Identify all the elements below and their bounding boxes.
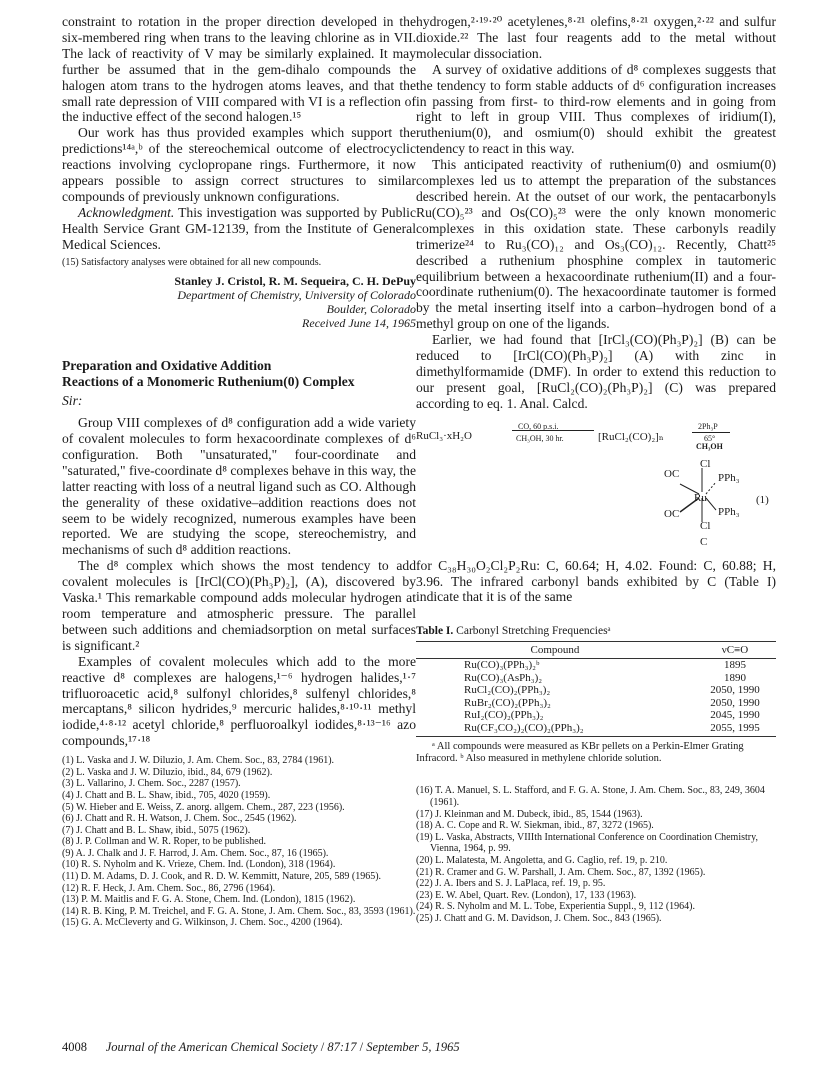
left-column [62,14,416,929]
signature [62,274,416,330]
table-caption [416,625,776,637]
compound-label: C [700,535,708,548]
reference: (6) J. Chatt and R. H. Watson, J. Chem. Soc., 2545 (1962). [62,813,297,825]
ligand-pph3-top: PPh₃ [718,471,740,484]
reference: (18) A. C. Cope and R. W. Siekman, ibid., 87, 3272 (1965). [416,820,654,832]
reference-list [416,785,776,924]
right-column [416,14,776,925]
condition-2-bottom: CH₃OH [696,441,723,451]
atom-oc-top: OC [664,467,680,480]
acknowledgment [62,205,416,253]
cell-compound: Ru(CF₃CO₂)₂(CO)₂(PPh₃)₂ [416,722,694,737]
cell-compound: Ru(CO)₃(AsPh₃)₂ [464,671,543,684]
arrow-1 [512,430,594,431]
condition-1-bottom: CH₃OH, 30 hr. [516,433,564,443]
table-label: Table I. [416,625,454,638]
separator: / [317,1040,328,1054]
paragraph: Examples of covalent molecules which add to the more reactive d⁸ complexes are halogens,¹⁻⁶ hydrogen halides,¹·⁷ trifluoroacetic acid,⁸ sulfonyl chlorides,⁸ sulfenyl chlorides,⁸ mercaptans,⁸ silicon hydrides,⁹ mercuric halides,⁸·¹⁰·¹¹ methyl iodide,⁴·⁸·¹² acetyl chloride,⁸ perfluoroalkyl iodides,⁸·¹³⁻¹⁶ azo compounds,¹⁷·¹⁸ [62,653,416,749]
table-row [416,684,776,697]
salutation: Sir: [62,393,83,409]
atom-cl-bottom: Cl [700,519,711,532]
cell-compound: RuCl₂(CO)₂(PPh₃)₂ [464,684,551,697]
reference: (4) J. Chatt and B. L. Shaw, ibid., 705, 4020 (1959). [62,789,271,801]
table-row [416,672,776,685]
reference: (16) T. A. Manuel, S. L. Stafford, and F. G. A. Stone, J. Am. Chem. Soc., 83, 249, 3604 (1961). [416,785,765,808]
paragraph: A survey of oxidative additions of d⁸ complexes suggests that the tendency to form stable adducts of d⁶ configuration increases in passing from first- to third-row elements and in going from right to left in group VIII. Thus complexes of iridium(I), ruthenium(0), and osmium(0) should exhibit the greatest tendency to react in this way. [416,61,776,157]
table-row [416,697,776,710]
ack-text: This investigation was supported by Public Health Service Grant GM-12139, from the Institute of General Medical Sciences. [62,204,416,252]
reference: (14) R. B. King, P. M. Treichel, and F. G. A. Stone, J. Am. Chem. Soc., 83, 3593 (1961). [62,905,416,917]
reference: (7) J. Chatt and B. L. Shaw, ibid., 5075 (1962). [62,824,251,836]
reference: (19) L. Vaska, Abstracts, VIIIth International Conference on Coordination Chemistry, Vienna, 1964, p. 99. [416,831,758,855]
table-footnote: ᵃ All compounds were measured as KBr pellets on a Perkin-Elmer Grating Infracord. ᵇ Also measured in methylene chloride solution. [416,741,744,765]
received-date: Received June 14, 1965 [302,316,416,331]
reference: (23) E. W. Abel, Quart. Rev. (London), 17, 133 (1963). [416,889,637,901]
reference: (22) J. A. Ibers and S. J. LaPlaca, ref. 19, p. 95. [416,878,606,890]
reference: (12) R. F. Heck, J. Am. Chem. Soc., 86, 2796 (1964). [62,882,276,894]
paragraph: hydrogen,²·¹⁹·²⁰ acetylenes,⁸·²¹ olefins,⁸·²¹ oxygen,²·²² and sulfur dioxide.²² The last four reagents add to the metal without molecular dissociation. [416,14,776,61]
reference: (21) R. Cramer and G. W. Parshall, J. Am. Chem. Soc., 87, 1392 (1965). [416,866,706,878]
paragraph: The d⁸ complex which shows the most tendency to add covalent molecules is [IrCl(CO)(Ph₃P)₂], (A), discovered by Vaska.¹ This remarkable compound adds molecular hydrogen at room temperature and atmospheric pressure. The parallel between such additions and chemiadsorption on metal surfaces is significant.² [62,558,416,653]
journal-name: Journal of the American Chemical Society [105,1040,318,1054]
cell-frequency: 2050, 1990 [710,684,760,697]
atom-ru: Ru [694,491,707,504]
table-row [416,722,776,737]
paragraph: Group VIII complexes of d⁸ configuration add a wide variety of covalent molecules to form hexacoordinate complexes of d⁶ configuration. Both "unsaturated," four-coordinate and "saturated," five-coordinate d⁸ complexes behave in this way, the latter reacting with loss of a neutral ligand such as CO. Although the generality of these oxidative–addition reactions does not seem to be widely recognized, numerous examples have been reported. We are studying the scope, stereochemistry, and mechanisms of such d⁸ addition reactions. [62,415,416,558]
article-title [62,358,416,389]
carbonyl-table [416,641,776,737]
authors: Stanley J. Cristol, R. M. Sequeira, C. H. DePuy [174,274,416,289]
page-footer [62,1040,460,1055]
paragraph: Earlier, we had found that [IrCl₃(CO)(Ph₃P)₂] (B) can be reduced to [IrCl(CO)(Ph₃P)₂] (A) with zinc in dimethylformamide (DMF). In order to extend this reduction to our present goal, [RuCl₂(CO)₂(Ph₃P)₂] (C) was prepared according to eq. 1. Anal. Calcd. [416,332,776,411]
affiliation-city: Boulder, Colorado [326,302,416,317]
page-number: 4008 [62,1040,87,1054]
cell-frequency: 2050, 1990 [710,696,760,709]
table-row [416,659,776,672]
atom-cl-top: Cl [700,457,711,470]
reaction-scheme [416,422,776,552]
condition-1-top: CO, 60 p.s.i. [518,421,559,431]
reference: (9) A. J. Chalk and J. F. Harrod, J. Am. Chem. Soc., 87, 16 (1965). [62,847,329,859]
condition-2-mid: 65° [704,433,716,443]
title-line-1: Preparation and Oxidative Addition [62,358,272,374]
title-line-2: Reactions of a Monomeric Ruthenium(0) Complex [62,373,355,389]
reference: (20) L. Malatesta, M. Angoletta, and G. Caglio, ref. 19, p. 210. [416,854,668,866]
table-title: Carbonyl Stretching Frequenciesᵃ [453,625,611,638]
reference: (15) G. A. McCleverty and G. Wilkinson, J. Chem. Soc., 4200 (1964). [62,917,343,929]
atom-oc-bottom: OC [664,507,680,520]
paragraph: Our work has thus provided examples which support the predictions¹⁴ᵃ,ᵇ of the stereochemical outcome of electrocyclic reactions involving cyclopropane rings. Furthermore, it now appears possible to assign correct structures to similar compounds of previously unknown configurations. [62,125,416,204]
ack-label: Acknowledgment. [78,204,175,220]
reference: (13) P. M. Maitlis and F. G. A. Stone, Chem. Ind. (London), 1815 (1962). [62,894,356,906]
reference: (8) J. P. Collman and W. R. Roper, to be published. [62,836,267,848]
affiliation: Department of Chemistry, University of Colorado [177,288,416,303]
reference: (11) D. M. Adams, D. J. Cook, and R. D. W. Kemmitt, Nature, 205, 589 (1965). [62,871,382,883]
equation-number: (1) [756,493,769,506]
reference: (25) J. Chatt and G. M. Davidson, J. Chem. Soc., 843 (1965). [416,912,662,924]
col-header-frequency: νC≡O [694,642,776,659]
issue: 87:17 [327,1040,357,1054]
cell-compound: RuBr₂(CO)₂(PPh₃)₂ [464,696,551,709]
cell-compound: Ru(CO)₃(PPh₃)₂ᵇ [464,659,540,672]
reference: (1) L. Vaska and J. W. Diluzio, J. Am. Chem. Soc., 83, 2784 (1961). [62,755,335,767]
cell-frequency: 2045, 1990 [710,709,760,722]
reactant: RuCl₃·xH₂O [416,429,472,442]
cell-compound: RuI₂(CO)₂(PPh₃)₂ [464,709,544,722]
separator: / [356,1040,367,1054]
paragraph: for C₃₈H₃₀O₂Cl₂P₂Ru: C, 60.64; H, 4.02. Found: C, 60.88; H, 3.96. The infrared carbonyl bands exhibited by C (Table I) indicate that it is of the same [416,557,776,605]
ligand-pph3-bottom: PPh₃ [718,505,740,518]
table-row [416,709,776,722]
intermediate: [RuCl₂(CO)₂]ₙ [598,430,664,443]
reference: (5) W. Hieber and E. Weiss, Z. anorg. allgem. Chem., 287, 223 (1956). [62,801,345,813]
cell-frequency: 2055, 1995 [694,722,776,737]
reference: (2) L. Vaska and J. W. Diluzio, ibid., 84, 679 (1962). [62,766,273,778]
issue-date: September 5, 1965 [366,1040,460,1054]
reference: (24) R. S. Nyholm and M. L. Tobe, Experientia Suppl., 9, 112 (1964). [416,901,695,913]
col-header-compound: Compound [416,642,694,659]
reference: (3) L. Vallarino, J. Chem. Soc., 2287 (1957). [62,778,241,790]
arrow-2 [692,432,730,433]
paragraph: constraint to rotation in the proper direction developed in the six-membered ring when trans to the leaving chlorine as in VII. The lack of reactivity of V may be similarly explained. It may further be assumed that in the gem-dihalo compounds the halogen atom trans to the hydrogen atoms leaves, and that the small rate depression of VIII compared with VI is a reflection of the inductive effect of the second halogen.¹⁵ [62,14,416,125]
cell-frequency: 1895 [723,659,746,672]
reference: (10) R. S. Nyholm and K. Vrieze, Chem. Ind. (London), 318 (1964). [62,859,336,871]
cell-frequency: 1890 [723,671,746,684]
reference-list [62,755,416,929]
condition-2-top: 2Ph₃P [698,421,718,431]
paragraph: This anticipated reactivity of ruthenium(0) and osmium(0) complexes led us to attempt the preparation of the substances described herein. At the outset of our work, the pentacarbonyls Ru(CO)₅²³ and Os(CO)₅²³ were the only known monomeric complexes in this oxidation state. These carbonyls readily trimerize²⁴ to Ru₃(CO)₁₂ and Os₃(CO)₁₂. Recently, Chatt²⁵ described a ruthenium phosphine complex in tautomeric equilibrium between a hexacoordinate ruthenium(II) and a four-coordinate ruthenium(0). The hexacoordinate tautomer is formed by the metal inserting itself into a carbon–hydrogen bond of a methyl group on one of the ligands. [416,157,776,332]
reference: (17) J. Kleinman and M. Dubeck, ibid., 85, 1544 (1963). [416,808,643,820]
footnote-15: (15) Satisfactory analyses were obtained for all new compounds. [62,256,322,268]
